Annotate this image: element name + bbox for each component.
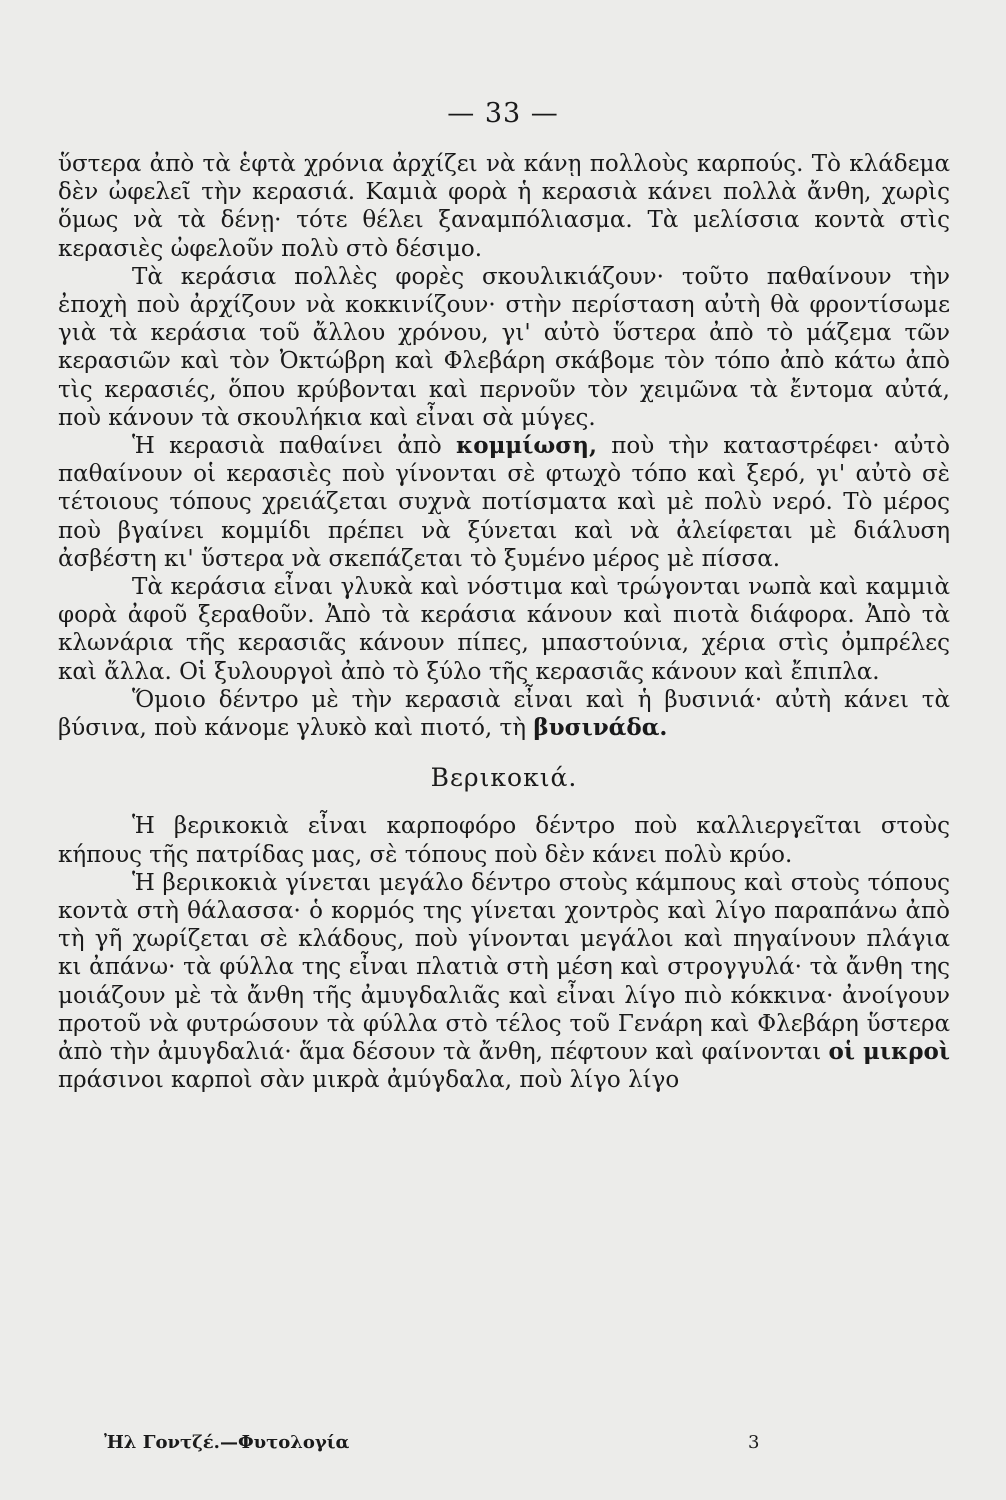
section-heading: Βερικοκιά. [430,763,578,793]
paragraph-text: ποὺ τὴν καταστρέφει· αὐτὸ παθαίνουν οἱ κερασιὲς ποὺ γίνονται σὲ φτωχὸ τόπο καὶ ξερό, γι' αὐτὸ σὲ τέτοιους τόπους χρειάζεται συχνὰ ποτίσματα καὶ μὲ πολὺ νερό. Τὸ μέρος ποὺ βγαίνει κομμίδι πρέπει νὰ ξύνεται καὶ νὰ ἀλείφεται μὲ διάλυση ἀσβέστη κι' ὕστερα νὰ σκεπάζεται τὸ ξυμένο μέρος μὲ πίσσα. [58,433,950,572]
bold-term: οἱ μικροὶ [828,1038,950,1066]
paragraph-text: Ἡ βερικοκιὰ γίνεται μεγάλο δέντρο στοὺς κάμπους καὶ στοὺς τόπους κοντὰ στὴ θάλασσα· ὁ κορμός της γίνεται χοντρὸς καὶ λίγο παραπάνω ἀπὸ τὴ γῆ χωρίζεται σὲ κλάδους, ποὺ γίνονται μεγάλοι καὶ πηγαίνουν πλάγια κι ἀπάνω· τὰ φύλλα της εἶναι πλατιὰ στὴ μέση καὶ στρογγυλά· τὰ ἄνθη της μοιάζουν μὲ τὰ ἄνθη τῆς ἀμυγδαλιᾶς καὶ εἶναι λίγο πιὸ κόκκινα· ἀνοίγουν προτοῦ νὰ φυτρώσουν τὰ φύλλα στὸ τέλος τοῦ Γενάρη καὶ Φλεβάρη ὕστερα ἀπὸ τὴν ἀμυγδαλιά· ἅμα δέσουν τὰ ἄνθη, πέφτουν καὶ φαίνονται [58,869,950,1066]
paragraph-text: Ὅμοιο δέντρο μὲ τὴν κερασιὰ εἶναι καὶ ἡ βυσινιά· αὐτὴ κάνει τὰ βύσινα, ποὺ κάνομε γλυκὸ καὶ πιοτό, τὴ [58,686,950,742]
bold-term: βυσινάδα. [533,714,668,742]
page-number: — 33 — [447,98,559,129]
paragraph-cherry-fruiting: ὕστερα ἀπὸ τὰ ἑφτὰ χρόνια ἀρχίζει νὰ κάνῃ πολλοὺς καρπούς. Τὸ κλάδεμα δὲν ὠφελεῖ τὴν κερασιά. Καμιὰ φορὰ ἡ κερασιὰ κάνει πολλὰ ἄνθη, χωρὶς ὅμως νὰ τὰ δένῃ· τότε θέλει ξαναμπόλιασμα. Τὰ μελίσσια κοντὰ στὶς κερασιὲς ὠφελοῦν πολὺ στὸ δέσιμο. [58,151,950,262]
paragraph-text: Ἡ κερασιὰ παθαίνει ἀπὸ [132,433,456,460]
paragraph-apricot-description [58,869,950,1095]
paragraph-cherry-gummosis [58,432,950,573]
footer-signature-number: 3 [748,1432,760,1453]
body-text [58,150,950,1095]
paragraph-sour-cherry [58,686,950,742]
footer-book-title: Ἠλ Γοντζέ.—Φυτολογία [104,1432,350,1453]
paragraph-cherry-uses: Τὰ κεράσια εἶναι γλυκὰ καὶ νόστιμα καὶ τρώγονται νωπὰ καὶ καμμιὰ φορὰ ἀφοῦ ξεραθοῦν. Ἀπὸ τὰ κεράσια κάνουν καὶ πιοτὰ διάφορα. Ἀπὸ τὰ κλωνάρια τῆς κερασιᾶς κάνουν πίπες, μπαστούνια, χέρια στὶς ὀμπρέλες καὶ ἄλλα. Οἱ ξυλουργοὶ ἀπὸ τὸ ξύλο τῆς κερασιᾶς κάνουν καὶ ἔπιπλα. [58,574,950,685]
paragraph-text: πράσινοι καρποὶ σὰν μικρὰ ἀμύγδαλα, ποὺ λίγο λίγο [58,1067,680,1094]
paragraph-apricot-intro: Ἡ βερικοκιὰ εἶναι καρποφόρο δέντρο ποὺ καλλιεργεῖται στοὺς κήπους τῆς πατρίδας μας, σὲ τόπους ποὺ δὲν κάνει πολὺ κρύο. [58,813,950,868]
paragraph-cherry-worms: Τὰ κεράσια πολλὲς φορὲς σκουλικιάζουν· τοῦτο παθαίνουν τὴν ἐποχὴ ποὺ ἀρχίζουν νὰ κοκκινίζουν· στὴν περίσταση αὐτὴ θὰ φροντίσωμε γιὰ τὰ κεράσια τοῦ ἄλλου χρόνου, γι' αὐτὸ ὕστερα ἀπὸ τὸ μάζεμα τῶν κερασιῶν καὶ τὸν Ὀκτώβρη καὶ Φλεβάρη σκάβομε τὸν τόπο ἀπὸ κάτω ἀπὸ τὶς κερασιές, ὅπου κρύβονται καὶ περνοῦν τὸν χειμῶνα τὰ ἔντομα αὐτά, ποὺ κάνουν τὰ σκουλήκια καὶ εἶναι σὰ μύγες. [58,263,950,431]
bold-term: κομμίωση, [456,432,597,460]
